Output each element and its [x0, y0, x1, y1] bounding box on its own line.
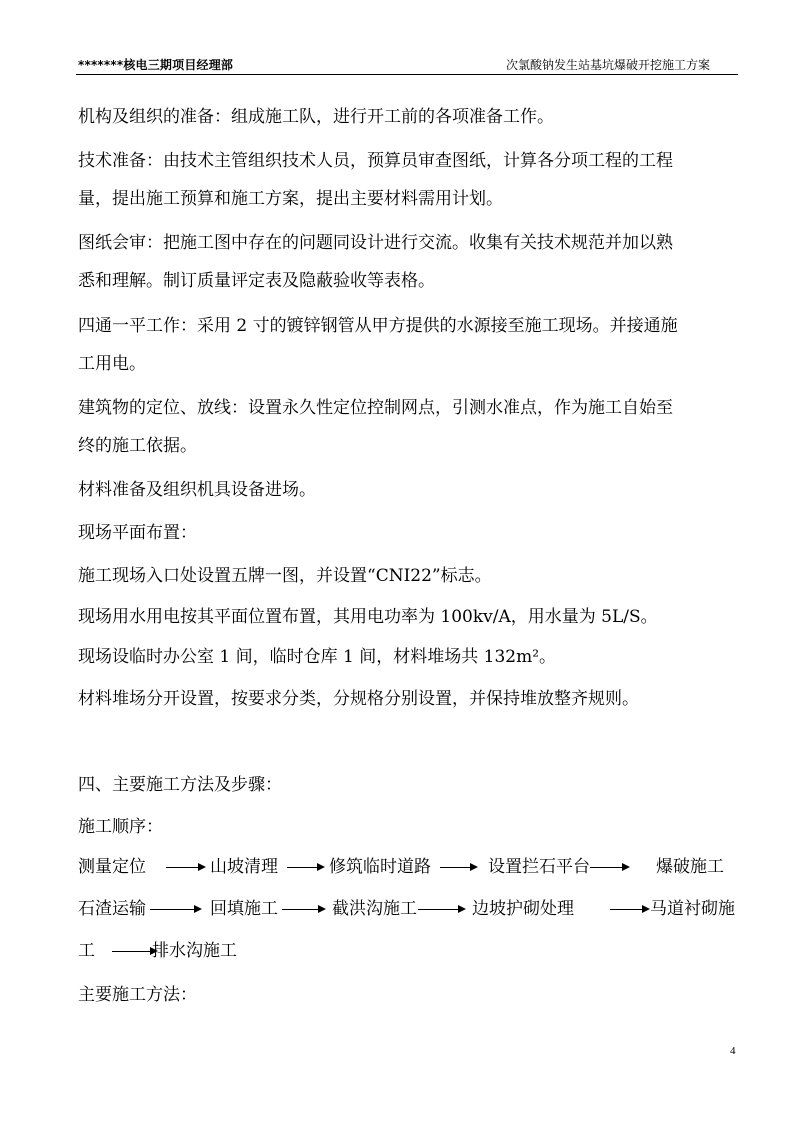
sequence-label: 施工顺序：: [78, 817, 163, 837]
flow-arrow: [112, 951, 156, 952]
paragraph-line: 材料堆场分开设置，按要求分类，分规格分别设置，并保持堆放整齐规则。: [78, 689, 639, 709]
flow-step: 设置拦石平台: [488, 857, 590, 877]
page-number: 4: [730, 1045, 736, 1057]
flow-arrow: [440, 867, 476, 868]
paragraph-line: 图纸会审：把施工图中存在的问题同设计进行交流。收集有关技术规范并加以熟: [78, 233, 673, 253]
paragraph-line: 现场平面布置：: [78, 523, 197, 543]
paragraph-line: 技术准备：由技术主管组织技术人员，预算员审查图纸，计算各分项工程的工程: [78, 151, 673, 171]
flow-arrow: [150, 909, 200, 910]
paragraph-line: 工用电。: [78, 354, 146, 374]
flow-step: 边坡护砌处理: [472, 899, 574, 919]
flow-step: 排水沟施工: [152, 941, 237, 961]
paragraph-line: 悉和理解。制订质量评定表及隐蔽验收等表格。: [78, 271, 435, 291]
methods-label: 主要施工方法：: [78, 985, 197, 1005]
flow-arrow: [610, 909, 648, 910]
header-rule: [76, 74, 738, 75]
flow-step: 回填施工: [210, 899, 278, 919]
flow-step: 石渣运输: [78, 899, 146, 919]
paragraph-line: 机构及组织的准备：组成施工队，进行开工前的各项准备工作。: [78, 107, 554, 127]
flow-step: 截洪沟施工: [332, 899, 417, 919]
flow-arrow: [590, 867, 628, 868]
paragraph-line: 终的施工依据。: [78, 436, 197, 456]
paragraph-line: 施工现场入口处设置五牌一图，并设置“CNI22”标志。: [78, 566, 492, 586]
flow-arrow: [418, 909, 464, 910]
flow-arrow: [166, 867, 204, 868]
paragraph-line: 建筑物的定位、放线：设置永久性定位控制网点，引测水准点，作为施工自始至: [78, 398, 673, 418]
paragraph-line: 材料准备及组织机具设备进场。: [78, 480, 316, 500]
flow-step: 爆破施工: [656, 857, 724, 877]
header-organization: *******核电三期项目经理部: [78, 58, 234, 72]
flow-step: 工: [78, 941, 95, 961]
flow-step: 测量定位: [78, 857, 146, 877]
paragraph-line: 现场设临时办公室 1 间，临时仓库 1 间，材料堆场共 132m²。: [78, 647, 557, 667]
paragraph-line: 现场用水用电按其平面位置布置，其用电功率为 100kv/A，用水量为 5L/S。: [78, 607, 658, 627]
flow-arrow: [287, 867, 323, 868]
flow-arrow: [282, 909, 324, 910]
flow-step: 山坡清理: [210, 857, 278, 877]
flow-step: 修筑临时道路: [329, 857, 431, 877]
flow-step: 马道衬砌施: [650, 899, 735, 919]
header-document-title: 次氯酸钠发生站基坑爆破开挖施工方案: [505, 58, 710, 72]
section-heading: 四、主要施工方法及步骤：: [78, 775, 282, 795]
paragraph-line: 四通一平工作：采用 2 寸的镀锌钢管从甲方提供的水源接至施工现场。并接通施: [78, 316, 678, 336]
paragraph-line: 量，提出施工预算和施工方案，提出主要材料需用计划。: [78, 189, 503, 209]
